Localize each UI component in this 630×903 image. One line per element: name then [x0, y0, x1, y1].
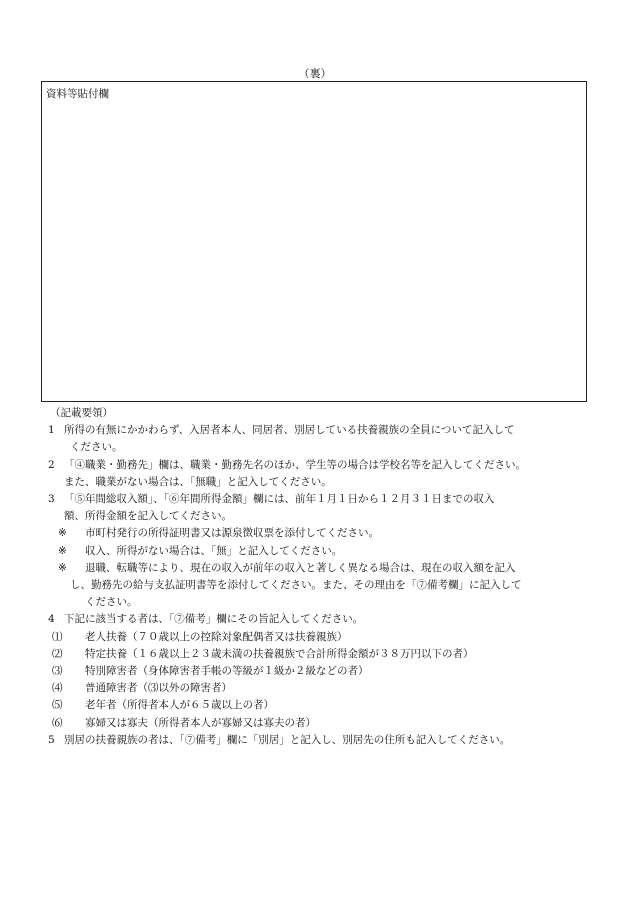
item-number: 5 [48, 733, 55, 746]
note-text: 収入、所得がない場合は、「無」と記入してください。 [85, 544, 343, 557]
subitem-text: 普通障害者（⑶以外の障害者） [85, 682, 232, 695]
subitem-text: 老人扶養（７０歳以上の控除対象配偶者又は扶養親族） [85, 630, 348, 643]
subitem-text: 特定扶養（１６歳以上２３歳未満の扶養親族で合計所得金額が３８万円以下の者） [85, 647, 474, 660]
note-mark: ※ [58, 544, 67, 557]
note-certificate [38, 525, 598, 542]
note-text: 退職、転職等により、現在の収入が前年の収入と著しく異なる場合は、現在の収入額を記入 [85, 561, 516, 574]
item-text: 別居の扶養親族の者は、「⑦備考」欄に「別居」と記入し、別居先の住所も記入してください。 [64, 733, 511, 746]
subitem-text: 寡婦又は寡夫（所得者本人が寡婦又は寡夫の者） [85, 716, 316, 729]
instruction-item-1-continued: ください。 [70, 441, 123, 454]
item-number: 4 [48, 613, 55, 626]
subitem-senior [38, 697, 598, 714]
subitem-general-disability [38, 680, 598, 697]
item-text: 下記に該当する者は、「⑦備考」欄にその旨記入してください。 [64, 613, 364, 626]
instruction-item-3 [38, 491, 598, 508]
instruction-item-2 [38, 457, 598, 474]
item-text: 「⑤年間総収入額」、「⑥年間所得金額」欄には、前年１月１日から１２月３１日までの収入 [64, 493, 495, 506]
attachment-area [41, 81, 587, 402]
note-no-income [38, 543, 598, 560]
subitem-mark: ⑶ [52, 665, 63, 678]
subitem-mark: ⑵ [52, 647, 63, 660]
item-number: 1 [48, 424, 55, 437]
note-income-change [38, 560, 598, 577]
note-income-change-continued: し、勤務先の給与支払証明書等を添付してください。また、その理由を「⑦備考欄」に記入して [70, 579, 522, 592]
subitem-special-disability [38, 663, 598, 680]
attachment-area-title: 資料等貼付欄 [46, 88, 109, 100]
note-text: 市町村発行の所得証明書又は源泉徴収票を添付してください。 [85, 527, 379, 540]
page-side-label: （裏） [298, 67, 332, 80]
instruction-item-5 [38, 732, 598, 749]
instruction-item-3-continued: 額、所得金額を記入してください。 [64, 510, 232, 523]
note-income-change-continued: ください。 [85, 596, 138, 609]
subitem-text: 老年者（所得者本人が６５歳以上の者） [85, 699, 274, 712]
item-text: 所得の有無にかかわらず、入居者本人、同居者、別居している扶養親族の全員について記入して [64, 424, 515, 437]
instruction-item-4 [38, 611, 598, 628]
note-mark: ※ [58, 527, 67, 540]
subitem-widow-widower [38, 715, 598, 732]
instruction-item-1 [38, 422, 598, 439]
note-mark: ※ [58, 561, 67, 574]
subitem-text: 特別障害者（身体障害者手帳の等級が１級か２級などの者） [85, 665, 369, 678]
item-text: 「④職業・勤務先」欄は、職業・勤務先名のほか、学生等の場合は学校名等を記入してください。 [64, 458, 526, 471]
subitem-elderly-dependent [38, 629, 598, 646]
item-number: 3 [48, 493, 55, 506]
subitem-mark: ⑸ [52, 699, 63, 712]
subitem-mark: ⑴ [52, 630, 63, 643]
instructions-section [38, 405, 598, 749]
subitem-mark: ⑹ [52, 716, 63, 729]
subitem-specified-dependent [38, 646, 598, 663]
instructions-heading: （記載要領） [50, 407, 113, 419]
instruction-item-2-continued: また、職業がない場合は、「無職」と記入してください。 [64, 475, 332, 488]
subitem-mark: ⑷ [52, 682, 63, 695]
item-number: 2 [48, 458, 55, 471]
